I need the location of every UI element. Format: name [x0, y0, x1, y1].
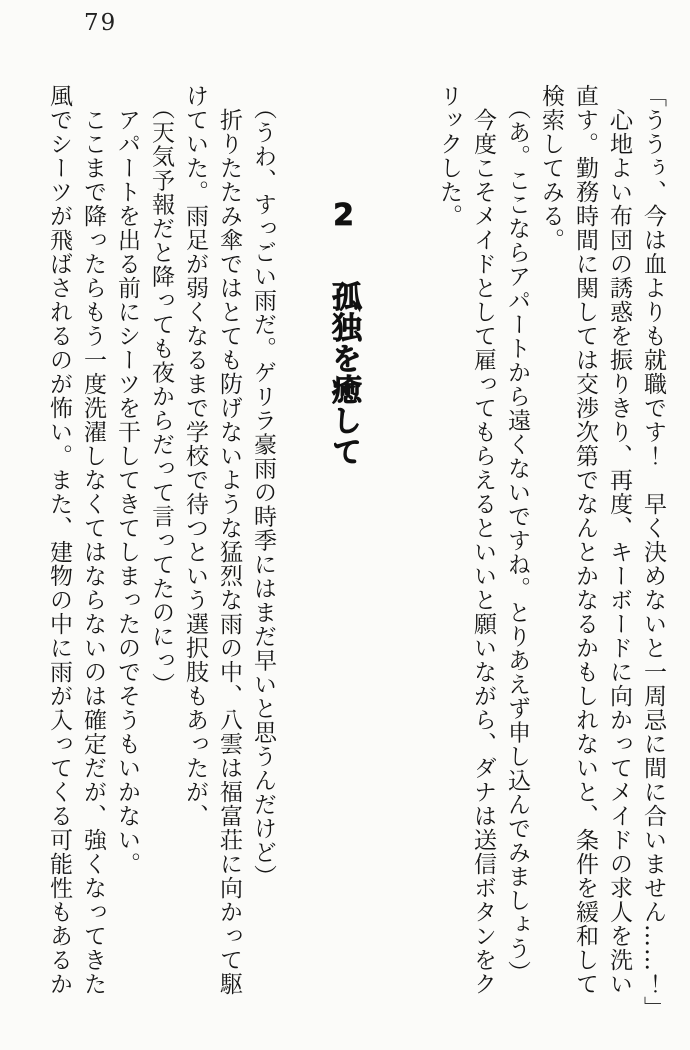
text-line: アパートを出る前にシーツを干してきてしまったのでそうもいかない。 — [114, 84, 140, 876]
chapter-title: 孤独を癒して — [326, 281, 361, 468]
text-line: 心地よい布団の誘惑を振りきり、再度、キーボードに向かってメイドの求人を洗い — [606, 84, 632, 996]
text-line: 折りたたみ傘ではとても防げないような猛烈な雨の中、八雲は福富荘に向かって駆 — [216, 84, 242, 996]
paragraph — [534, 84, 636, 1028]
paragraph — [636, 84, 670, 1028]
page-number: 79 — [84, 10, 118, 36]
paragraph — [42, 84, 110, 1028]
text-line: 今度こそメイドとして雇ってもらえるといいと願いながら、ダナは送信ボタンをク — [470, 84, 496, 996]
paragraph — [178, 84, 246, 1028]
text-line: 風でシーツが飛ばされるのが怖い。また、建物の中に雨が入ってくる可能性もあるか — [46, 84, 72, 996]
text-line: （天気予報だと降っても夜からだって言ってたのにっ） — [148, 84, 174, 697]
paragraph — [144, 84, 178, 1028]
paragraph — [110, 84, 144, 1028]
paragraph — [246, 84, 280, 1028]
text-line: （あ。ここならアパートから遠くないですね。とりあえず申し込んでみましょう） — [504, 84, 530, 985]
text-line: 検索してみる。 — [538, 84, 564, 252]
paragraph — [432, 84, 500, 1028]
chapter-number: 2 — [326, 198, 361, 234]
text-line: ここまで降ったらもう一度洗濯しなくてはならないのは確定だが、強くなってきた — [80, 84, 106, 996]
text-line: （うわ、すっごい雨だ。ゲリラ豪雨の時季にはまだ早いと思うんだけど） — [250, 84, 276, 889]
text-line: けていた。雨足が弱くなるまで学校で待つという選択肢もあったが、 — [182, 84, 208, 828]
text-line: 「ううぅ、今は血よりも就職です！ 早く決めないと一周忌に間に合いません……！」 — [640, 84, 666, 1020]
paragraph — [500, 84, 534, 1028]
text-line: 直す。勤務時間に関しては交渉次第でなんとかなるかもしれないと、条件を緩和して — [572, 84, 598, 996]
chapter-heading — [324, 84, 362, 1028]
text-line: リックした。 — [436, 84, 462, 228]
vertical-text-area — [42, 84, 670, 1028]
